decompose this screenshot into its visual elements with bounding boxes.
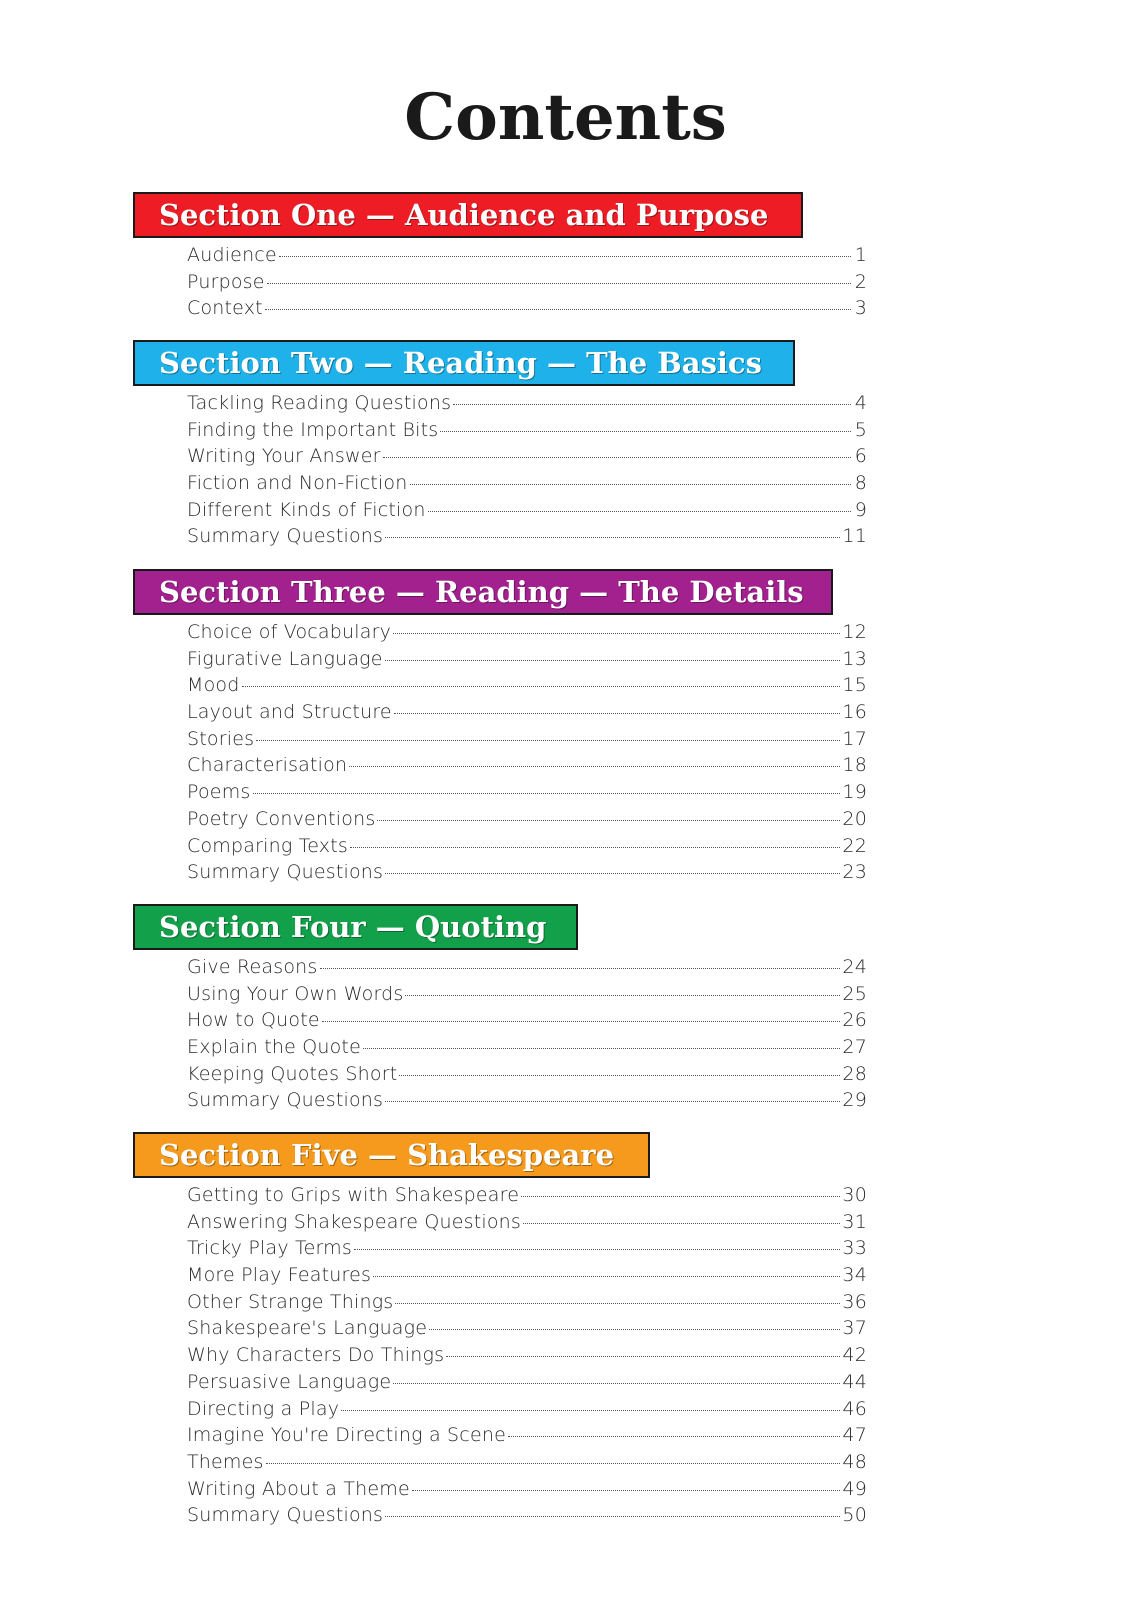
toc-entry[interactable] <box>187 1291 867 1318</box>
dotted-leader <box>410 484 852 485</box>
toc-entry-page-number: 22 <box>842 834 867 857</box>
toc-entry-label: Imagine You're Directing a Scene <box>187 1424 506 1447</box>
toc-entry-label: Writing About a Theme <box>187 1477 410 1500</box>
toc-entry[interactable] <box>187 419 867 446</box>
toc-entry[interactable] <box>187 1451 867 1478</box>
toc-entry-label: Tackling Reading Questions <box>187 392 452 414</box>
toc-entry-label: Finding the Important Bits <box>187 418 439 441</box>
toc-entry-label: Give Reasons <box>187 956 318 978</box>
toc-entry[interactable] <box>187 648 867 675</box>
section-three-entries <box>187 621 867 888</box>
toc-entry-label: Tricky Play Terms <box>187 1237 352 1260</box>
toc-entry-page-number: 42 <box>842 1344 867 1367</box>
toc-entry-page-number: 17 <box>842 727 867 750</box>
toc-entry[interactable] <box>187 1089 867 1116</box>
toc-entry-label: Poems <box>187 781 251 804</box>
toc-entry-label: Stories <box>187 727 255 750</box>
toc-entry-page-number: 19 <box>842 781 867 804</box>
toc-entry-page-number: 29 <box>842 1089 867 1112</box>
dotted-leader <box>446 1356 840 1357</box>
dotted-leader <box>320 968 841 969</box>
dotted-leader <box>394 713 841 714</box>
toc-entry[interactable] <box>187 1184 867 1211</box>
toc-entry-page-number: 11 <box>842 525 867 548</box>
dotted-leader <box>377 820 840 821</box>
toc-entry[interactable] <box>187 781 867 808</box>
dotted-leader <box>385 1516 840 1517</box>
toc-entry-label: Getting to Grips with Shakespeare <box>187 1184 520 1206</box>
section-four-entries <box>187 956 867 1116</box>
toc-entry[interactable] <box>187 1424 867 1451</box>
toc-entry-page-number: 47 <box>842 1424 867 1447</box>
toc-entry-page-number: 4 <box>854 392 867 414</box>
toc-entry[interactable] <box>187 1063 867 1090</box>
dotted-leader <box>385 537 840 538</box>
toc-entry[interactable] <box>187 1036 867 1063</box>
toc-entry-page-number: 30 <box>842 1184 867 1206</box>
toc-entry-page-number: 13 <box>842 647 867 670</box>
section-two-entries <box>187 392 867 552</box>
toc-entry[interactable] <box>187 1398 867 1425</box>
toc-entry-label: Audience <box>187 244 277 266</box>
section-five-heading: Section Five — Shakespeare <box>133 1132 650 1178</box>
toc-entry[interactable] <box>187 1371 867 1398</box>
toc-entry-label: Layout and Structure <box>187 701 392 724</box>
toc-entry[interactable] <box>187 861 867 888</box>
toc-entry-page-number: 48 <box>842 1450 867 1473</box>
toc-entry-label: Summary Questions <box>187 1504 384 1527</box>
toc-entry-label: Different Kinds of Fiction <box>187 498 426 521</box>
section-one-entries <box>187 244 867 324</box>
toc-entry-page-number: 1 <box>854 244 867 266</box>
dotted-leader <box>349 766 840 767</box>
toc-entry-page-number: 6 <box>854 445 867 468</box>
toc-entry-label: Poetry Conventions <box>187 807 376 830</box>
toc-entry[interactable] <box>187 674 867 701</box>
toc-entry-label: Figurative Language <box>187 647 383 670</box>
toc-entry[interactable] <box>187 271 867 298</box>
toc-entry[interactable] <box>187 1504 867 1531</box>
section-two-heading: Section Two — Reading — The Basics <box>133 340 795 386</box>
toc-entry-label: Directing a Play <box>187 1397 340 1420</box>
dotted-leader <box>429 1329 840 1330</box>
toc-entry-page-number: 25 <box>842 982 867 1005</box>
toc-entry-page-number: 3 <box>854 297 867 320</box>
dotted-leader <box>521 1196 840 1197</box>
dotted-leader <box>279 256 851 257</box>
dotted-leader <box>523 1223 840 1224</box>
toc-entry-label: Using Your Own Words <box>187 982 404 1005</box>
toc-entry-label: Summary Questions <box>187 1089 384 1112</box>
toc-entry-label: How to Quote <box>187 1009 320 1032</box>
toc-entry[interactable] <box>187 1264 867 1291</box>
toc-entry-label: Other Strange Things <box>187 1290 394 1313</box>
toc-entry[interactable] <box>187 754 867 781</box>
dotted-leader <box>385 1101 840 1102</box>
dotted-leader <box>393 633 840 634</box>
section-five-entries <box>187 1184 867 1531</box>
toc-entry[interactable] <box>187 472 867 499</box>
toc-entry[interactable] <box>187 1317 867 1344</box>
dotted-leader <box>253 793 841 794</box>
toc-entry[interactable] <box>187 728 867 755</box>
toc-entry-label: Explain the Quote <box>187 1036 361 1059</box>
dotted-leader <box>428 511 851 512</box>
toc-entry[interactable] <box>187 392 867 419</box>
toc-entry-page-number: 12 <box>842 621 867 643</box>
toc-entry-page-number: 50 <box>842 1504 867 1527</box>
section-four-heading: Section Four — Quoting <box>133 904 578 950</box>
toc-entry-label: Themes <box>187 1450 264 1473</box>
toc-entry-label: Writing Your Answer <box>187 445 381 468</box>
toc-entry-page-number: 28 <box>842 1062 867 1085</box>
toc-entry-page-number: 31 <box>842 1210 867 1233</box>
toc-entry[interactable] <box>187 808 867 835</box>
dotted-leader <box>508 1436 840 1437</box>
page-title: Contents <box>404 80 727 155</box>
dotted-leader <box>341 1410 840 1411</box>
dotted-leader <box>267 283 851 284</box>
dotted-leader <box>242 686 841 687</box>
toc-entry[interactable] <box>187 499 867 526</box>
toc-entry-page-number: 37 <box>842 1317 867 1340</box>
toc-entry-page-number: 23 <box>842 861 867 884</box>
toc-entry-page-number: 24 <box>842 956 867 978</box>
toc-entry-page-number: 49 <box>842 1477 867 1500</box>
toc-entry-page-number: 27 <box>842 1036 867 1059</box>
toc-entry-label: Characterisation <box>187 754 348 777</box>
toc-entry[interactable] <box>187 701 867 728</box>
toc-entry-page-number: 26 <box>842 1009 867 1032</box>
toc-entry-page-number: 2 <box>854 270 867 293</box>
toc-entry-label: Context <box>187 297 263 320</box>
toc-entry[interactable] <box>187 621 867 648</box>
toc-entry-page-number: 15 <box>842 674 867 697</box>
toc-entry[interactable] <box>187 835 867 862</box>
dotted-leader <box>440 431 851 432</box>
dotted-leader <box>266 1463 841 1464</box>
dotted-leader <box>385 873 840 874</box>
dotted-leader <box>412 1490 841 1491</box>
toc-entry-page-number: 36 <box>842 1290 867 1313</box>
dotted-leader <box>363 1048 840 1049</box>
dotted-leader <box>256 740 840 741</box>
toc-entry[interactable] <box>187 1211 867 1238</box>
toc-entry-page-number: 9 <box>854 498 867 521</box>
toc-entry-page-number: 8 <box>854 472 867 495</box>
dotted-leader <box>322 1021 841 1022</box>
toc-entry-page-number: 44 <box>842 1370 867 1393</box>
dotted-leader <box>350 847 840 848</box>
toc-entry-label: Why Characters Do Things <box>187 1344 445 1367</box>
toc-entry-label: Mood <box>187 674 240 697</box>
dotted-leader <box>395 1303 840 1304</box>
toc-entry-label: Summary Questions <box>187 861 384 884</box>
toc-entry[interactable] <box>187 297 867 324</box>
toc-entry-label: Keeping Quotes Short <box>187 1062 398 1085</box>
toc-entry-label: Summary Questions <box>187 525 384 548</box>
toc-entry-page-number: 33 <box>842 1237 867 1260</box>
toc-entry[interactable] <box>187 1478 867 1505</box>
toc-entry-label: Purpose <box>187 270 265 293</box>
toc-entry-label: Comparing Texts <box>187 834 349 857</box>
dotted-leader <box>453 404 851 405</box>
section-three-heading: Section Three — Reading — The Details <box>133 569 833 615</box>
toc-entry-label: Fiction and Non-Fiction <box>187 472 408 495</box>
toc-entry[interactable] <box>187 956 867 983</box>
toc-entry-label: More Play Features <box>187 1264 372 1287</box>
toc-entry-page-number: 16 <box>842 701 867 724</box>
toc-entry-page-number: 20 <box>842 807 867 830</box>
toc-entry[interactable] <box>187 1344 867 1371</box>
toc-entry[interactable] <box>187 445 867 472</box>
toc-entry-label: Choice of Vocabulary <box>187 621 392 643</box>
toc-entry[interactable] <box>187 1009 867 1036</box>
toc-entry-page-number: 5 <box>854 418 867 441</box>
toc-entry[interactable] <box>187 244 867 271</box>
section-one-heading: Section One — Audience and Purpose <box>133 192 803 238</box>
toc-entry-label: Shakespeare's Language <box>187 1317 428 1340</box>
dotted-leader <box>393 1383 840 1384</box>
dotted-leader <box>265 309 851 310</box>
dotted-leader <box>385 660 841 661</box>
toc-entry[interactable] <box>187 1237 867 1264</box>
toc-entry-label: Persuasive Language <box>187 1370 392 1393</box>
toc-entry-page-number: 18 <box>842 754 867 777</box>
toc-entry-label: Answering Shakespeare Questions <box>187 1210 521 1233</box>
dotted-leader <box>354 1249 840 1250</box>
dotted-leader <box>373 1276 840 1277</box>
dotted-leader <box>399 1075 840 1076</box>
dotted-leader <box>383 457 851 458</box>
toc-entry-page-number: 46 <box>842 1397 867 1420</box>
dotted-leader <box>405 995 840 996</box>
toc-entry-page-number: 34 <box>842 1264 867 1287</box>
toc-entry[interactable] <box>187 983 867 1010</box>
toc-entry[interactable] <box>187 525 867 552</box>
